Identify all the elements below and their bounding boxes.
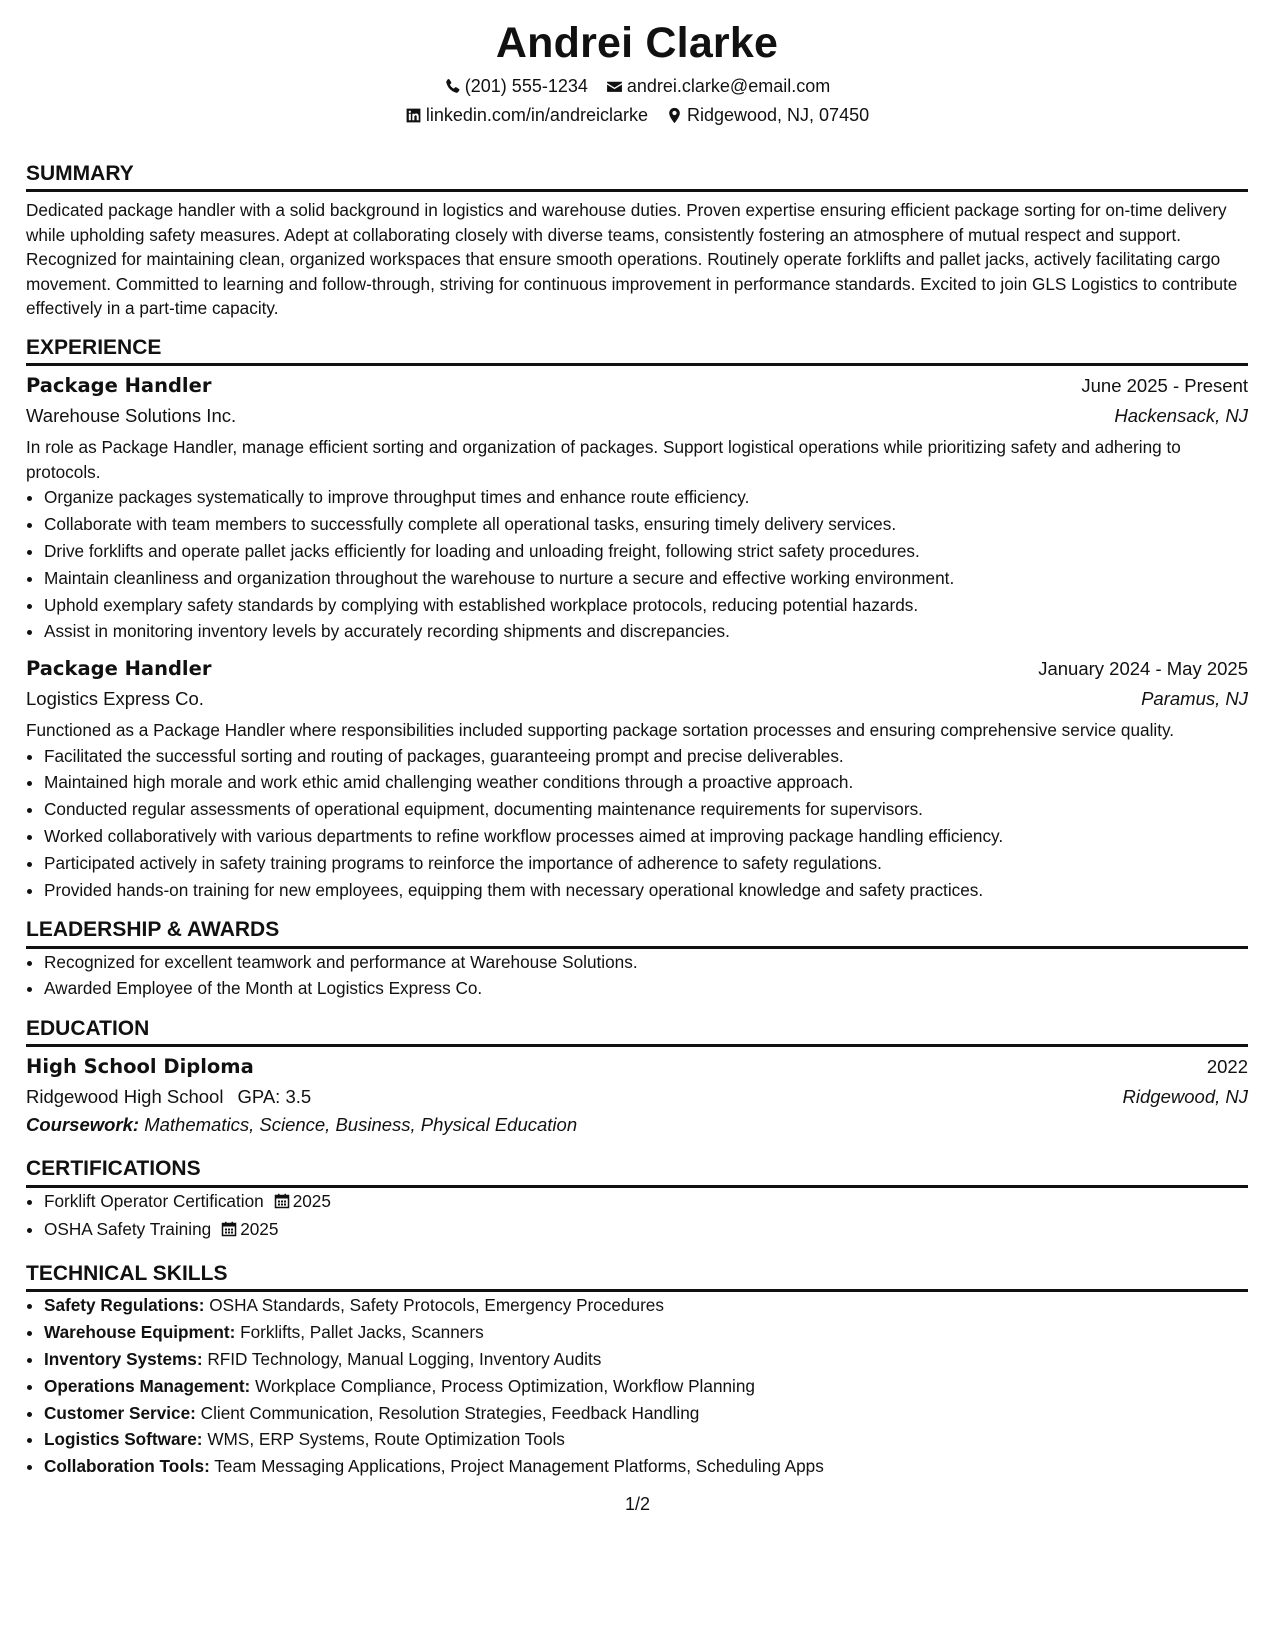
contact-line-2	[26, 105, 1248, 127]
list-item: • Assist in monitoring inventory levels by accurately recording shipments and discrepancies.	[44, 618, 1248, 645]
job-description: Functioned as a Package Handler where responsibilities included supporting package sortation processes and ensuring comprehensive service quality.	[26, 720, 1175, 741]
linkedin-icon	[405, 107, 422, 124]
list-item: • Drive forklifts and operate pallet jacks efficiently for loading and unloading freight, following strict safety procedures.	[44, 538, 1248, 565]
job-company: Warehouse Solutions Inc.	[26, 405, 237, 427]
job-location: Hackensack, NJ	[1114, 405, 1248, 427]
linkedin-contact	[405, 105, 648, 127]
linkedin-url[interactable]: linkedin.com/in/andreiclarke	[425, 105, 648, 126]
list-item	[44, 1426, 1248, 1453]
list-item: • Organize packages systematically to improve throughput times and enhance route efficiency.	[44, 484, 1248, 511]
skill-values: Workplace Compliance, Process Optimization, Workflow Planning	[255, 1375, 755, 1396]
phone-contact	[444, 76, 588, 98]
job-bullets	[26, 484, 1248, 645]
degree: High School Diploma	[26, 1055, 254, 1079]
list-item: • Provided hands-on training for new employees, equipping them with necessary operational knowledge and safety practices.	[44, 877, 1248, 904]
list-item	[44, 1346, 1248, 1373]
list-item	[44, 1188, 1248, 1217]
list-item	[44, 1216, 1248, 1245]
skill-category: Customer Service:	[44, 1402, 196, 1423]
job-company-row	[26, 397, 1248, 427]
gpa: GPA: 3.5	[237, 1086, 312, 1108]
list-item: • Conducted regular assessments of operational equipment, documenting maintenance requirements for supervisors.	[44, 796, 1248, 823]
skill-values: RFID Technology, Manual Logging, Inventory Audits	[207, 1349, 602, 1369]
candidate-name: Andrei Clarke	[495, 19, 779, 67]
skills-heading: TECHNICAL SKILLS	[26, 1261, 1248, 1292]
list-item	[44, 1453, 1248, 1480]
calendar-icon	[221, 1218, 237, 1245]
education-school-row	[26, 1078, 1248, 1108]
skill-category: Collaboration Tools:	[44, 1456, 210, 1477]
resume-page	[26, 18, 1248, 1480]
school-location: Ridgewood, NJ	[1122, 1086, 1248, 1108]
list-item	[44, 1319, 1248, 1346]
list-item	[44, 1373, 1248, 1400]
job-dates: June 2025 - Present	[1081, 375, 1248, 397]
list-item: • Maintained high morale and work ethic amid challenging weather conditions through a proactive approach.	[44, 769, 1248, 796]
skill-category: Logistics Software:	[44, 1429, 203, 1450]
map-pin-icon	[666, 107, 683, 124]
job-entry	[26, 657, 1248, 903]
location-text: Ridgewood, NJ, 07450	[686, 105, 870, 126]
awards-list	[26, 949, 1248, 1003]
list-item: • Collaborate with team members to successfully complete all operational tasks, ensuring timely delivery services.	[44, 511, 1248, 538]
calendar-icon	[274, 1190, 290, 1217]
job-entry	[26, 374, 1248, 645]
coursework-label: Coursework:	[26, 1114, 140, 1136]
certification-year: 2025	[240, 1219, 279, 1240]
education-header-row	[26, 1055, 1248, 1078]
education-entry	[26, 1055, 1248, 1136]
school-name: Ridgewood High School	[26, 1086, 224, 1108]
job-header-row	[26, 374, 1248, 397]
awards-heading: LEADERSHIP & AWARDS	[26, 917, 1248, 948]
education-heading: EDUCATION	[26, 1016, 1248, 1047]
summary-section	[26, 161, 1248, 321]
list-item	[44, 1400, 1248, 1427]
summary-text: Dedicated package handler with a solid background in logistics and warehouse duties. Proven expertise ensuring efficient package sorting for on-time delivery while upholding safety measures. Adept at collaborating closely with diverse teams, consistently fostering an atmosphere of mutual respect and support. Recognized for maintaining clean, organized workspaces that ensure smooth operations. Routinely operate forklifts and pallet jacks, actively facilitating cargo movement. Committed to learning and follow-through, striving for continuous improvement in performance standards. Excited to join GLS Logistics to contribute effectively in a part-time capacity.	[26, 199, 1238, 319]
list-item: • Facilitated the successful sorting and routing of packages, guaranteeing prompt and precise deliverables.	[44, 743, 1248, 770]
coursework	[26, 1114, 1248, 1136]
skills-section	[26, 1261, 1248, 1480]
skill-values: Forklifts, Pallet Jacks, Scanners	[240, 1322, 484, 1343]
list-item: • Maintain cleanliness and organization throughout the warehouse to nurture a secure and effective working environment.	[44, 565, 1248, 592]
certifications-heading: CERTIFICATIONS	[26, 1156, 1248, 1187]
skill-category: Operations Management:	[44, 1375, 251, 1396]
job-header-row	[26, 657, 1248, 680]
experience-section	[26, 335, 1248, 904]
location-contact	[666, 105, 869, 127]
page-number: 1/2	[624, 1494, 651, 1514]
skill-values: OSHA Standards, Safety Protocols, Emergency Procedures	[209, 1295, 664, 1316]
list-item: • Awarded Employee of the Month at Logistics Express Co.	[44, 975, 1248, 1002]
job-description: In role as Package Handler, manage efficient sorting and organization of packages. Support logistical operations while prioritizing safety and adhering to protocols.	[26, 437, 1181, 482]
education-section	[26, 1016, 1248, 1136]
job-role: Package Handler	[26, 657, 212, 681]
list-item: • Uphold exemplary safety standards by complying with established workplace protocols, reducing potential hazards.	[44, 592, 1248, 619]
email-contact	[606, 76, 830, 98]
certifications-list	[26, 1188, 1248, 1246]
job-dates: January 2024 - May 2025	[1038, 658, 1248, 680]
job-company-row	[26, 680, 1248, 710]
experience-heading: EXPERIENCE	[26, 335, 1248, 366]
contact-line-1	[26, 76, 1248, 98]
phone-number: (201) 555-1234	[464, 75, 588, 96]
skill-values: WMS, ERP Systems, Route Optimization Tools	[207, 1429, 565, 1450]
skill-category: Safety Regulations:	[44, 1295, 205, 1316]
job-company: Logistics Express Co.	[26, 688, 204, 710]
awards-section	[26, 917, 1248, 1002]
envelope-icon	[606, 78, 623, 95]
skill-category: Inventory Systems:	[44, 1349, 203, 1369]
certification-name: OSHA Safety Training	[44, 1219, 212, 1240]
skill-values: Client Communication, Resolution Strategies, Feedback Handling	[200, 1402, 700, 1423]
list-item: • Participated actively in safety training programs to reinforce the importance of adherence to safety regulations.	[44, 850, 1248, 877]
job-bullets	[26, 743, 1248, 904]
list-item: • Recognized for excellent teamwork and performance at Warehouse Solutions.	[44, 949, 1248, 976]
school-info	[26, 1086, 311, 1108]
certification-year: 2025	[292, 1190, 331, 1211]
certification-name: Forklift Operator Certification	[44, 1190, 264, 1211]
job-location: Paramus, NJ	[1141, 688, 1248, 710]
phone-icon	[444, 78, 461, 95]
skill-category: Warehouse Equipment:	[44, 1322, 236, 1343]
summary-heading: SUMMARY	[26, 161, 1248, 192]
email-address[interactable]: andrei.clarke@email.com	[626, 75, 831, 96]
job-role: Package Handler	[26, 374, 212, 398]
certifications-section	[26, 1156, 1248, 1245]
skills-list	[26, 1292, 1248, 1480]
list-item	[44, 1292, 1248, 1319]
graduation-year: 2022	[1206, 1056, 1248, 1078]
skill-values: Team Messaging Applications, Project Management Platforms, Scheduling Apps	[214, 1456, 824, 1477]
list-item: • Worked collaboratively with various departments to refine workflow processes aimed at improving package handling efficiency.	[44, 823, 1248, 850]
coursework-list: Mathematics, Science, Business, Physical Education	[144, 1114, 578, 1136]
